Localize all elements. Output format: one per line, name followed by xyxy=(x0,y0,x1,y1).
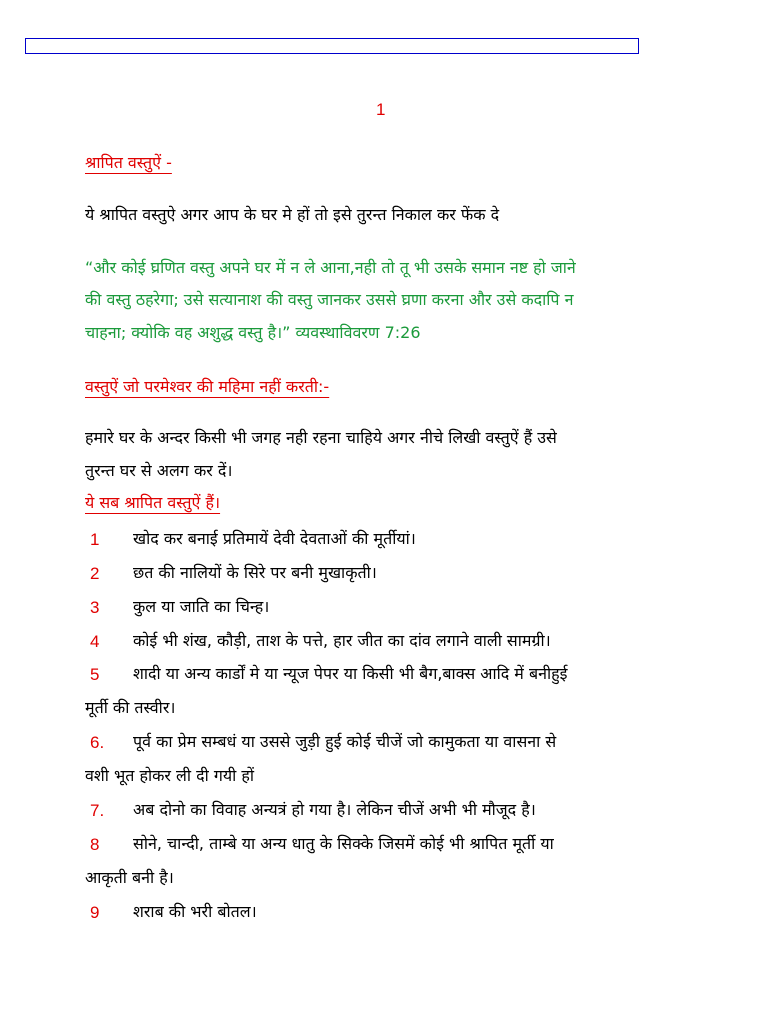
section1-intro: ये श्रापित वस्तुऐ अगर आप के घर मे हों तो इसे तुरन्त निकाल कर फेंक दे xyxy=(85,205,500,224)
list-item-continuation: मूर्ती की तस्वीर। xyxy=(85,698,176,717)
list-item-text: कोई भी शंख, कौड़ी, ताश के पत्ते, हार जीत का दांव लगाने वाली सामग्री। xyxy=(133,631,551,650)
list-item-text: शादी या अन्य कार्डों मे या न्यूज पेपर या किसी भी बैग,बाक्स आदि में बनीहुई xyxy=(133,664,568,683)
list-item-text: शराब की भरी बोतल। xyxy=(133,902,257,921)
page-number: 1 xyxy=(376,100,386,119)
list-item-continuation: वशी भूत होकर ली दी गयी हों xyxy=(85,766,254,785)
list-item-text: खोद कर बनाई प्रतिमायें देवी देवताओं की मूर्तीयां। xyxy=(133,529,416,548)
verse-line: चाहना; क्योकि वह अशुद्ध वस्तु है।” व्यवस्थाविवरण 7:26 xyxy=(85,323,421,342)
item-number: 7. xyxy=(90,801,105,820)
item-number: 2 xyxy=(90,564,100,583)
verse-line: की वस्तु ठहरेगा; उसे सत्यानाश की वस्तु जानकर उससे घ्रणा करना और उसे कदापि न xyxy=(85,290,574,309)
verse-line: “और कोई घ्रणित वस्तु अपने घर में न ले आना,नही तो तू भी उसके समान नष्ट हो जाने xyxy=(85,258,576,277)
header-frame xyxy=(25,38,639,54)
section2-intro-line: तुरन्त घर से अलग कर दें। xyxy=(85,461,233,480)
list-item-text: अब दोनो का विवाह अन्यत्रं हो गया है। लेकिन चीजें अभी भी मौजूद है। xyxy=(133,800,536,819)
item-number: 1 xyxy=(90,530,100,549)
item-number: 5 xyxy=(90,665,100,684)
section2-subheading: ये सब श्रापित वस्तुऐं हैं। xyxy=(85,493,221,512)
list-item-text: पूर्व का प्रेम सम्बधं या उससे जुड़ी हुई कोई चीजें जो कामुकता या वासना से xyxy=(133,732,557,751)
list-item-text: कुल या जाति का चिन्ह। xyxy=(133,597,270,616)
item-number: 9 xyxy=(90,903,100,922)
list-item-text: सोने, चान्दी, ताम्बे या अन्य धातु के सिक्के जिसमें कोई भी श्रापित मूर्ती या xyxy=(133,834,554,853)
item-number: 4 xyxy=(90,632,100,651)
list-item-text: छत की नालियों के सिरे पर बनी मुखाकृती। xyxy=(133,563,377,582)
item-number: 3 xyxy=(90,598,100,617)
section2-heading: वस्तुऐं जो परमेश्वर की महिमा नहीं करती:- xyxy=(85,377,330,396)
section1-heading: श्रापित वस्तुऐं - xyxy=(85,153,172,172)
section2-intro-line: हमारे घर के अन्दर किसी भी जगह नही रहना चाहिये अगर नीचे लिखी वस्तुऐं हैं उसे xyxy=(85,428,557,447)
item-number: 6. xyxy=(90,733,105,752)
list-item-continuation: आकृती बनी है। xyxy=(85,868,174,887)
item-number: 8 xyxy=(90,835,100,854)
